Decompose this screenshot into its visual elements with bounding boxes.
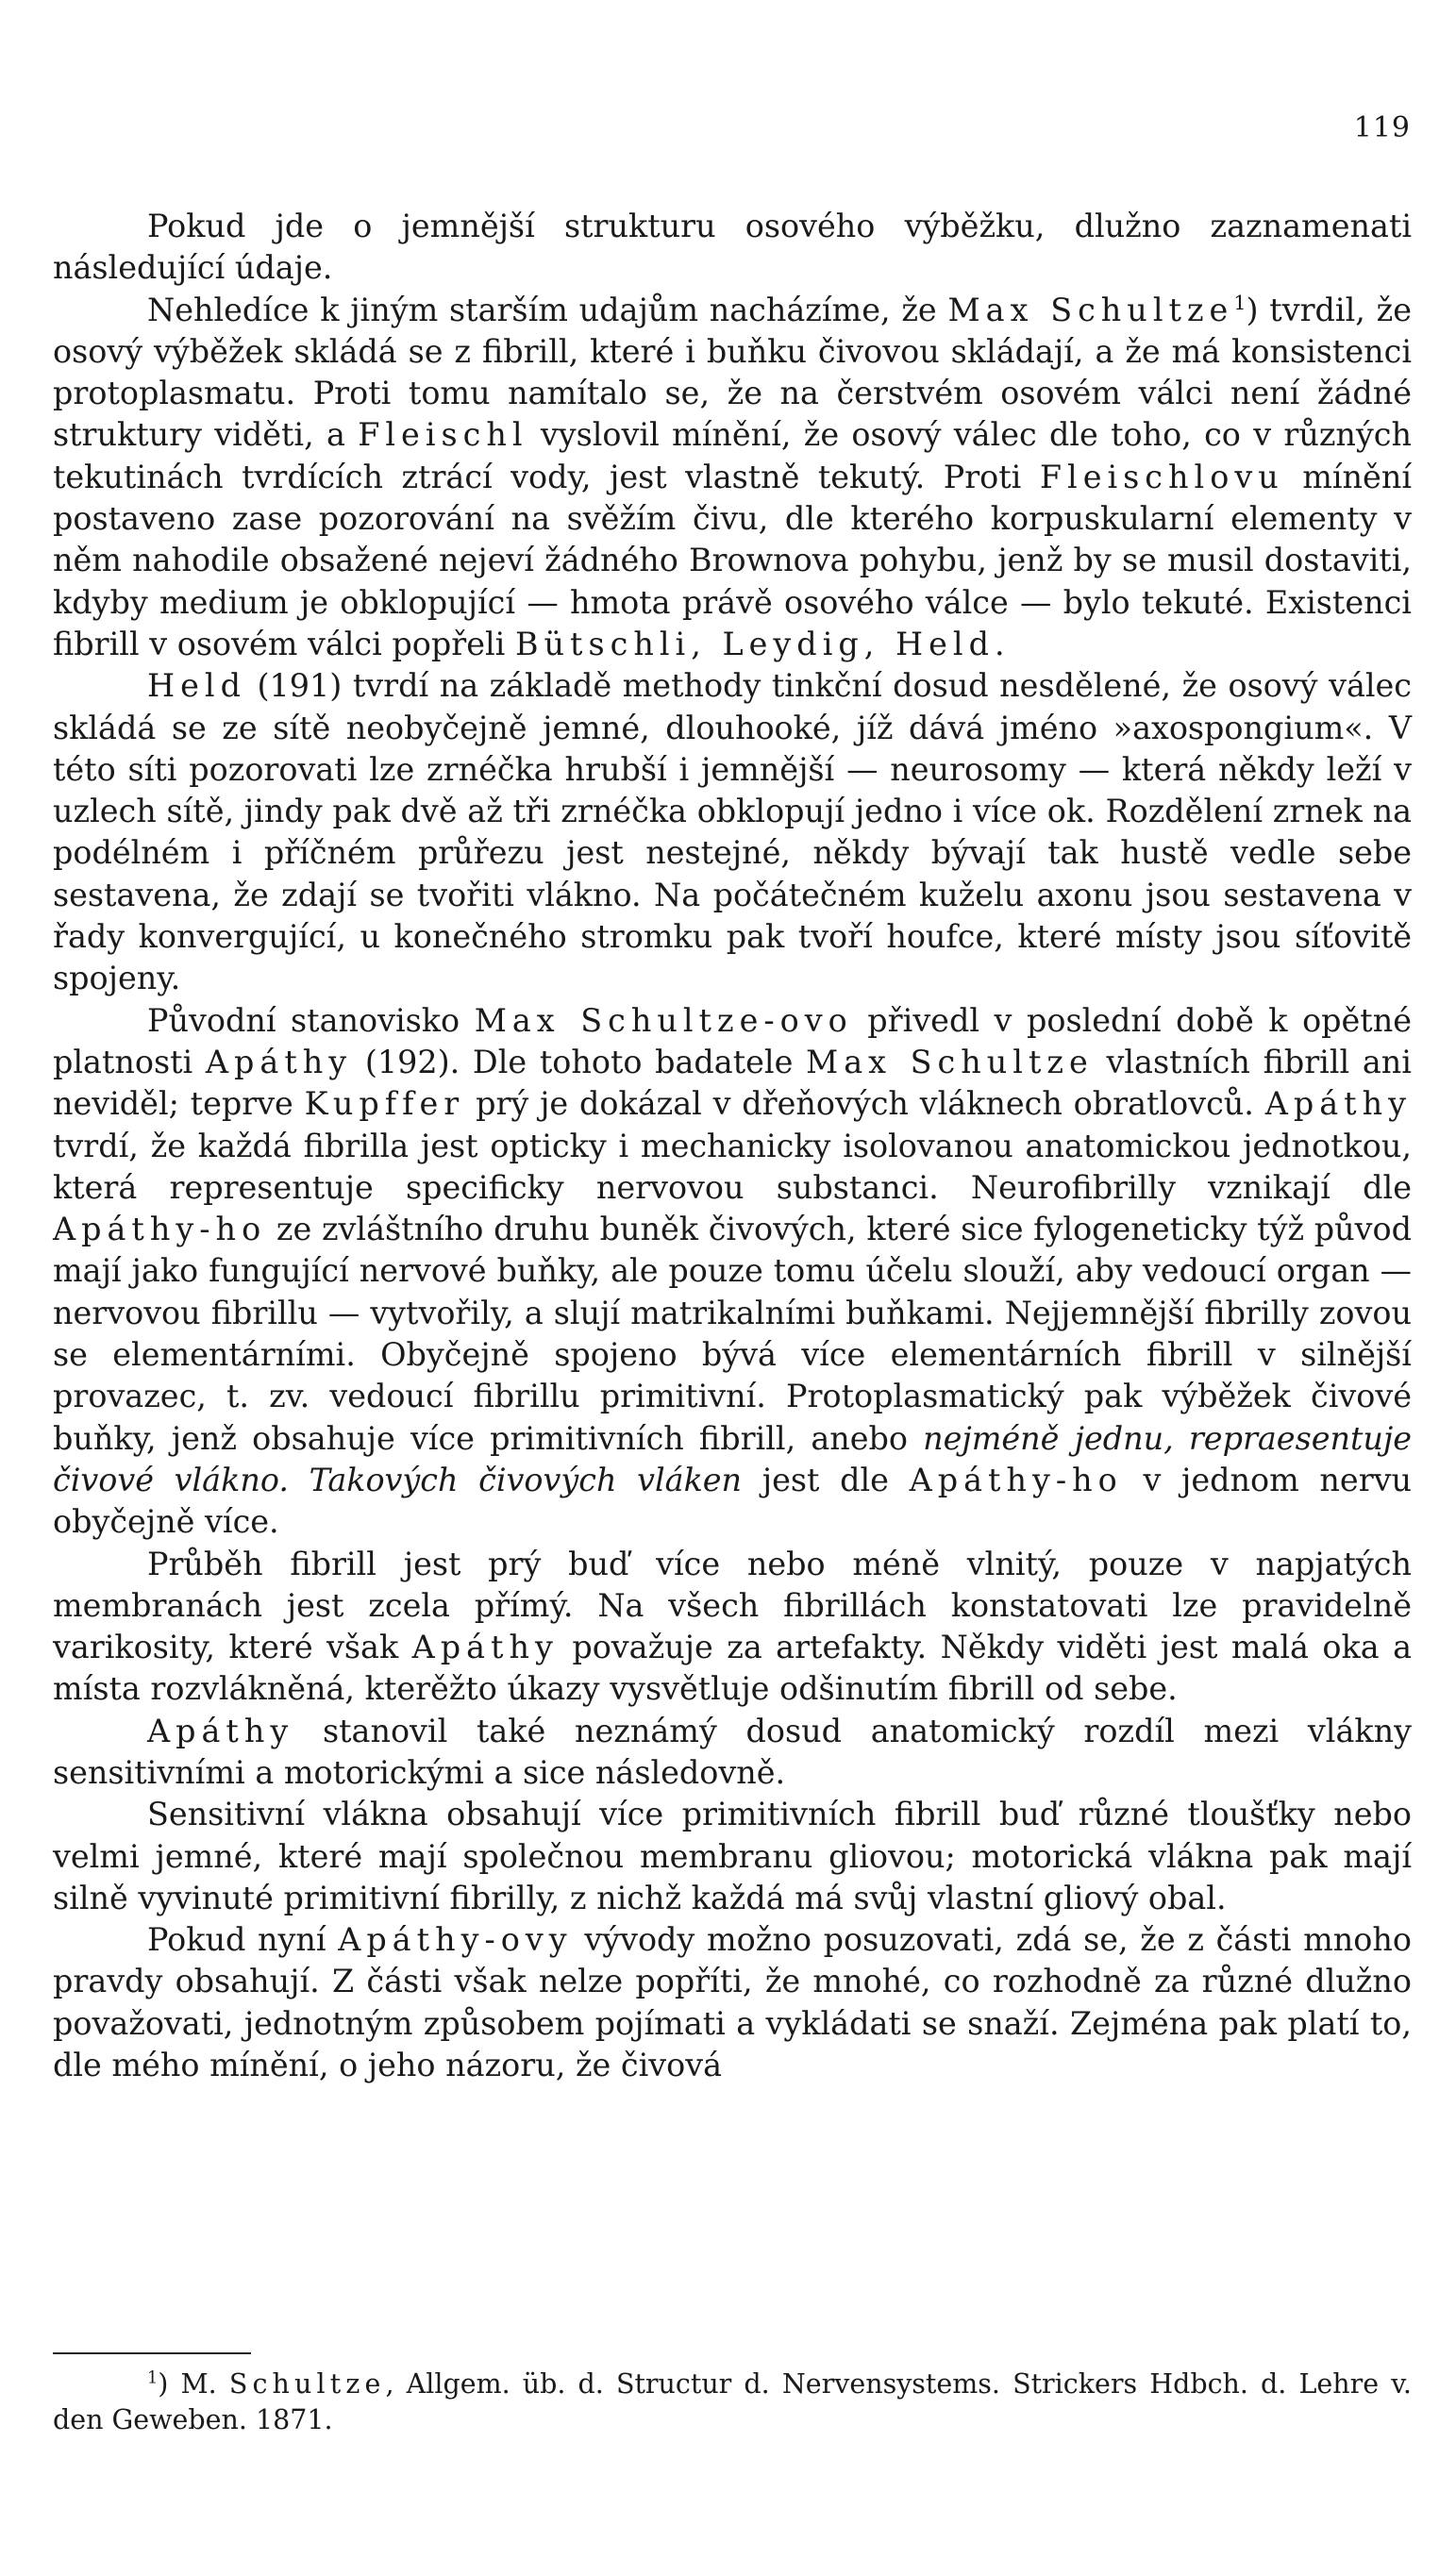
- footnote: [53, 2367, 1412, 2438]
- italic-text: nejméně jednu, repraesentuje čivové vlákno. Takových čivových vláken: [53, 1419, 1413, 1498]
- text-run: vývody možno posuzovati, zdá se, že z části mnoho pravdy obsahují. Z části však nelze popříti, že mnohé, co rozhodně za různé dlužno považovati, jednotným způsobem pojímati a vykládati se snaží. Zejména pak platí to, dle mého mínění, o jeho názoru, že čivová: [53, 1921, 1412, 2084]
- text-run: Původní stanovisko: [147, 1001, 475, 1039]
- paragraph: [53, 1794, 1412, 1919]
- author-name: Apáthy: [411, 1629, 559, 1666]
- footnote-marker: 1: [1233, 291, 1247, 314]
- author-name: Fleischlovu: [1039, 458, 1284, 495]
- text-run: stanovil také neznámý dosud anatomický rozdíl mezi vlákny sensitivními a motorickými a sice následovně.: [53, 1712, 1412, 1791]
- text-run: (192). Dle tohoto badatele: [352, 1043, 807, 1080]
- author-name: Apáthy: [1264, 1085, 1412, 1123]
- author-name: Kupffer: [304, 1085, 465, 1123]
- text-run: ) tvrdil, že osový výběžek skládá se z fibrill, které i buňku čivovou skládají, a že má konsistenci protoplasmatu. Proti tomu namítalo se, že na čerstvém osovém válci není žádné struktury viděti, a: [53, 291, 1412, 454]
- text-run: mínění postaveno zase pozorování na svěžím čivu, dle kterého korpuskularní elementy v něm nahodile obsažené nejeví žádného Brownova pohybu, jenž by se musil dostaviti, kdyby medium je obklopující — hmota právě osového válce — bylo tekuté. Existenci fibrill v osovém válci popřeli: [53, 458, 1413, 662]
- author-name: Apáthy-ho: [53, 1211, 267, 1248]
- text-run: v jednom nervu obyčejně více.: [53, 1461, 1413, 1541]
- text-run: prý je dokázal v dřeňových vláknech obratlovců.: [464, 1085, 1265, 1123]
- text-run: Pokud jde o jemnější strukturu osového výběžku, dlužno zaznamenati následující údaje.: [53, 208, 1412, 287]
- text-run: , Allgem. üb. d. Structur d. Nervensystems. Strickers Hdbch. d. Lehre v. den Geweben. 1871.: [53, 2368, 1412, 2435]
- author-name: Apáthy-ovy: [338, 1921, 573, 1959]
- footnote-text: [53, 2367, 1412, 2438]
- text-run: tvrdí, že každá fibrilla jest opticky i mechanicky isolovanou anatomickou jednotkou, která representuje specificky nervovou substanci. Neurofibrilly vznikají dle: [53, 1127, 1412, 1206]
- text-run: vyslovil mínění, že osový válec dle toho, co v různých tekutinách tvrdících ztrácí vody, jest vlastně tekutý. Proti: [53, 416, 1412, 495]
- author-name: Bütschli, Leydig, Held: [514, 625, 996, 662]
- text-run: přivedl v poslední době k opětné platnosti: [53, 1001, 1412, 1080]
- body-text: [53, 206, 1412, 2086]
- author-name: Apáthy: [205, 1043, 353, 1080]
- paragraph: [53, 290, 1412, 666]
- text-run: jest dle: [742, 1461, 910, 1498]
- text-run: ) M.: [158, 2368, 229, 2400]
- text-run: vlastních fibrill ani neviděl; teprve: [53, 1043, 1412, 1123]
- author-name: Max Schultze: [947, 291, 1234, 328]
- text-run: .: [995, 625, 1005, 662]
- author-name: Apáthy: [147, 1712, 294, 1749]
- footnote-separator: [53, 2352, 251, 2354]
- paragraph: [53, 1000, 1412, 1544]
- text-run: (191) tvrdí na základě methody tinkční dosud nesdělené, že osový válec skládá se ze sítě neobyčejně jemné, dlouhooké, jíž dává jméno »axospongium«. V této síti pozorovati lze zrnéčka hrubší i jemnější — neurosomy — která někdy leží v uzlech sítě, jindy pak dvě až tři zrnéčka obklopují jedno i více ok. Rozdělení zrnek na podélném i příčném průřezu jest nestejné, někdy bývají tak hustě vedle sebe sestavena, že zdají se tvořiti vlákno. Na počátečném kuželu axonu jsou sestavena v řady konvergující, u konečného stromku pak tvoří houfce, které místy jsou síťovitě spojeny.: [53, 667, 1412, 997]
- author-name: Held: [147, 667, 246, 705]
- text-run: Nehledíce k jiným starším udajům nacházíme, že: [147, 291, 948, 328]
- page-number: 119: [1353, 111, 1411, 144]
- paragraph: [53, 1711, 1412, 1795]
- author-name: Max Schultze-ovo: [474, 1001, 853, 1039]
- paragraph: [53, 1544, 1412, 1711]
- text-run: Sensitivní vlákna obsahují více primitivních fibrill buď různé tloušťky nebo velmi jemné, které mají společnou membranu gliovou; motorická vlákna pak mají silně vyvinuté primitivní fibrilly, z nichž každá má svůj vlastní gliový obal.: [53, 1796, 1412, 1916]
- author-name: Fleischl: [358, 416, 528, 454]
- footnote-marker: 1: [147, 2368, 159, 2388]
- paragraph: [53, 206, 1412, 290]
- paragraph: [53, 1919, 1412, 2086]
- author-name: Max Schultze: [806, 1043, 1094, 1080]
- text-run: Pokud nyní: [147, 1921, 339, 1959]
- paragraph: [53, 665, 1412, 999]
- author-name: Schultze: [228, 2368, 386, 2400]
- text-run: ze zvláštního druhu buněk čivových, které sice fylogeneticky týž původ mají jako fungující nervové buňky, ale pouze tomu účelu slouží, aby vedoucí organ — nervovou fibrillu — vytvořily, a slují matrikalními buňkami. Nejjemnější fibrilly zovou se elementárními. Obyčejně spojeno bývá více elementárních fibrill v silnější provazec, t. zv. vedoucí fibrillu primitivní. Protoplasmatický pak výběžek čivové buňky, jenž obsahuje více primitivních fibrill, anebo: [53, 1211, 1412, 1457]
- text-run: považuje za artefakty. Někdy viděti jest malá oka a místa rozvlákněná, kterěžto úkazy vysvětluje odšinutím fibrill od sebe.: [53, 1629, 1412, 1708]
- author-name: Apáthy-ho: [909, 1461, 1123, 1498]
- text-run: Průběh fibrill jest prý buď více nebo méně vlnitý, pouze v napjatých membranách jest zcela přímý. Na všech fibrillách konstatovati lze pravidelně varikosity, které však: [53, 1545, 1412, 1666]
